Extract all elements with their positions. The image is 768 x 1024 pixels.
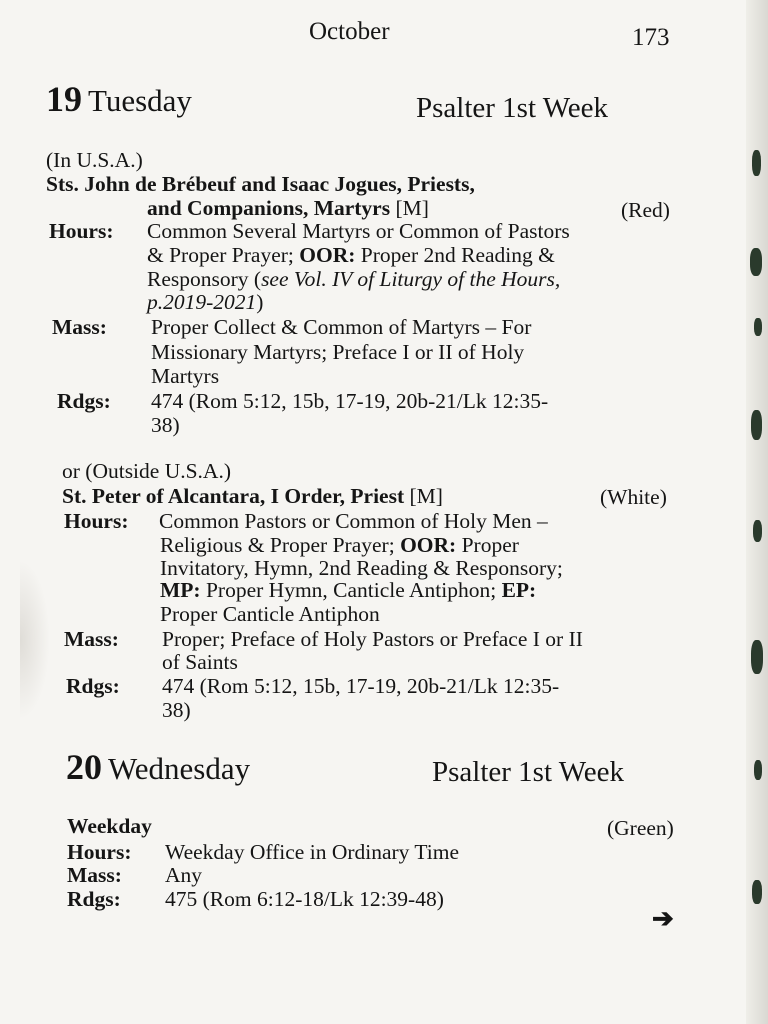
- hours-text: Invitatory, Hymn, 2nd Reading & Responsory;: [160, 556, 563, 580]
- celebration-title-line2: and Companions, Martyrs: [147, 196, 391, 220]
- day-weekday: Wednesday: [108, 751, 251, 786]
- ep-label: EP:: [501, 578, 537, 602]
- edge-mark: [750, 248, 762, 276]
- day-number: 19: [46, 79, 82, 119]
- page-number: 173: [632, 24, 670, 51]
- liturgical-color: (Red): [621, 198, 670, 222]
- edge-mark: [753, 520, 762, 542]
- liturgical-color: (White): [600, 485, 667, 509]
- mass-text: Martyrs: [151, 364, 220, 388]
- hours-label: Hours:: [64, 509, 129, 533]
- hours-text-part: Responsory (: [147, 267, 262, 291]
- hours-text: Proper Canticle Antiphon: [160, 602, 380, 626]
- readings-label: Rdgs:: [67, 887, 121, 911]
- edge-mark: [751, 410, 762, 440]
- hours-text-part: Proper 2nd Reading &: [355, 243, 555, 267]
- hours-text: [160, 533, 519, 557]
- mass-text: Proper Collect & Common of Martyrs – For: [151, 315, 532, 339]
- edge-mark: [752, 880, 762, 904]
- edge-mark: [754, 318, 762, 336]
- hours-text: [147, 243, 555, 267]
- edge-mark: [752, 150, 761, 176]
- running-title: October: [309, 18, 390, 45]
- celebration-title: Weekday: [67, 814, 152, 838]
- day-number: 20: [66, 747, 102, 787]
- hours-text-part: Proper: [456, 533, 519, 557]
- edge-mark: [751, 640, 763, 674]
- readings-text: 38): [151, 413, 180, 437]
- mass-text: Proper; Preface of Holy Pastors or Preface I or II: [162, 627, 583, 651]
- region-label: (In U.S.A.): [46, 148, 143, 172]
- volume-reference: see Vol. IV of Liturgy of the Hours,: [261, 267, 561, 291]
- oor-label: OOR:: [299, 243, 356, 267]
- edge-mark: [754, 760, 762, 780]
- readings-label: Rdgs:: [57, 389, 111, 413]
- hours-text: Common Several Martyrs or Common of Pastors: [147, 219, 570, 243]
- celebration-title-text: St. Peter of Alcantara, I Order, Priest: [62, 484, 405, 508]
- mass-label: Mass:: [52, 315, 107, 339]
- mass-text: Any: [165, 863, 203, 887]
- celebration-title: [62, 484, 443, 508]
- psalter-week: Psalter 1st Week: [416, 92, 609, 124]
- liturgical-color: (Green): [607, 816, 674, 840]
- readings-text: 475 (Rom 6:12-18/Lk 12:39-48): [165, 887, 444, 911]
- rank-badge: [M]: [404, 484, 443, 508]
- rank-badge: [M]: [390, 196, 429, 220]
- celebration-title: Sts. John de Brébeuf and Isaac Jogues, Priests,: [46, 172, 475, 196]
- day-heading-20: [66, 746, 250, 790]
- mass-label: Mass:: [67, 863, 122, 887]
- hours-text: [147, 267, 560, 291]
- readings-text: 38): [162, 698, 191, 722]
- oor-label: OOR:: [400, 533, 457, 557]
- hours-text-part: Proper Hymn, Canticle Antiphon;: [200, 578, 502, 602]
- page-fold-shadow: [20, 560, 50, 720]
- region-label: or (Outside U.S.A.): [62, 459, 231, 483]
- right-arrow-icon: ➔: [652, 904, 674, 933]
- psalter-week: Psalter 1st Week: [432, 756, 625, 788]
- day-weekday: Tuesday: [88, 83, 192, 118]
- mp-label: MP:: [160, 578, 201, 602]
- hours-text-part: & Proper Prayer;: [147, 243, 300, 267]
- celebration-title-cont: [147, 196, 429, 220]
- day-heading-19: [46, 78, 192, 122]
- hours-text: Common Pastors or Common of Holy Men –: [159, 509, 548, 533]
- readings-text: 474 (Rom 5:12, 15b, 17-19, 20b-21/Lk 12:35-: [151, 389, 549, 413]
- hours-text: Weekday Office in Ordinary Time: [165, 840, 460, 864]
- hours-text-part: ): [256, 290, 264, 314]
- hours-text: [147, 290, 263, 314]
- hours-label: Hours:: [67, 840, 132, 864]
- mass-text: Missionary Martyrs; Preface I or II of Holy: [151, 340, 525, 364]
- mass-label: Mass:: [64, 627, 119, 651]
- hours-text-part: Religious & Proper Prayer;: [160, 533, 401, 557]
- running-head: [0, 18, 768, 58]
- page-reference: p.2019-2021: [147, 290, 257, 314]
- page-edge: [746, 0, 768, 1024]
- readings-text: 474 (Rom 5:12, 15b, 17-19, 20b-21/Lk 12:35-: [162, 674, 560, 698]
- mass-text: of Saints: [162, 650, 238, 674]
- hours-text: [160, 578, 536, 602]
- hours-label: Hours:: [49, 219, 114, 243]
- readings-label: Rdgs:: [66, 674, 120, 698]
